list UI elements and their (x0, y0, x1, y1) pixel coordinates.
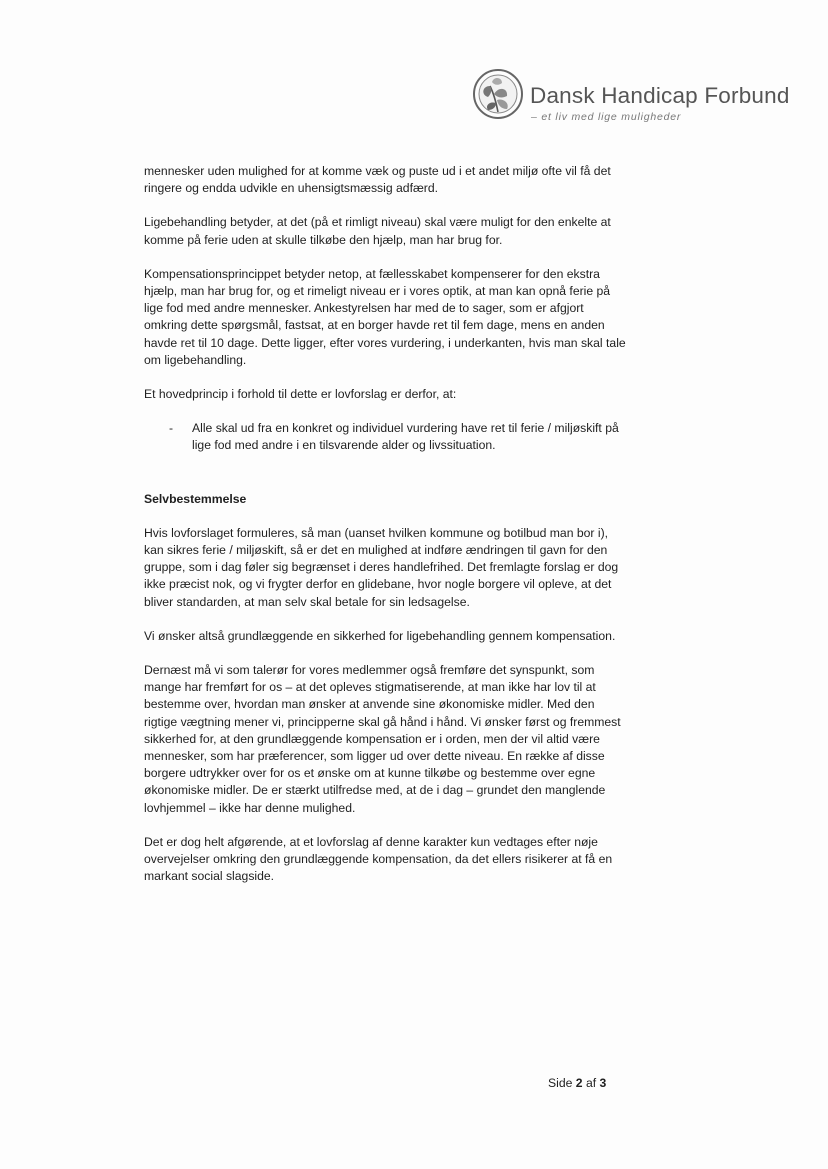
page-number (548, 1076, 606, 1090)
bullet-marker: - (169, 421, 174, 436)
bullet-item (144, 420, 630, 454)
leaf-logo-icon (472, 68, 524, 120)
paragraph: Hvis lovforslaget formuleres, så man (uanset hvilken kommune og botilbud man bor i), kan sikres ferie / miljøskift, så er det en mulighed at indføre ændringen til gavn for den gruppe, som i dag føler sig begrænset i deres handlefrihed. Det fremlagte forslag er dog ikke præcist nok, og vi frygter derfor en glidebane, hvor nogle borgere vil opleve, at det bliver standarden, at man selv skal betale for sin ledsagelse. (144, 525, 619, 609)
paragraph: Et hovedprincip i forhold til dette er lovforslag er derfor, at: (144, 387, 457, 402)
page-prefix: Side (548, 1076, 573, 1090)
page-total: 3 (599, 1076, 607, 1090)
paragraph: Ligebehandling betyder, at det (på et rimligt niveau) skal være muligt for den enkelte at komme på ferie uden at skulle tilkøbe den hjælp, man har brug for. (144, 215, 611, 247)
organization-logo (472, 68, 790, 132)
page-current: 2 (575, 1076, 583, 1090)
paragraph: Kompensationsprincippet betyder netop, at fællesskabet kompenserer for den ekstra hjælp, man har brug for, og et rimeligt niveau er i vores optik, at man kan opnå ferie på lige fod med andre mennesker. Ankestyrelsen har med de to sager, som er afgjort omkring dette spørgsmål, fastsat, at en borger havde ret til fem dage, mens en anden havde ret til 10 dage. Dette ligger, efter vores vurdering, i underkanten, hvis man skal tale om ligebehandling. (144, 266, 626, 367)
section-heading: Selvbestemmelse (144, 491, 247, 506)
paragraph: Dernæst må vi som talerør for vores medlemmer også fremføre det synspunkt, som mange har fremført for os – at det opleves stigmatiserende, at man ikke har lov til at bestemme over, hvordan man ønsker at anvende sine økonomiske midler. Med den rigtige vægtning mener vi, principperne skal gå hånd i hånd. Vi ønsker først og fremmest sikkerhed for, at den grundlæggende kompensation er i orden, men der vil altid være mennesker, som har præferencer, som ligger ud over dette niveau. En række af disse borgere udtrykker over for os et ønske om at kunne tilkøbe og bestemme over egne økonomiske midler. De er stærkt utilfredse med, at de i dag – grundet den manglende lovhjemmel – ikke har denne mulighed. (144, 663, 621, 815)
organization-tagline: – et liv med lige muligheder (531, 111, 682, 123)
page-of: af (585, 1076, 597, 1090)
paragraph: mennesker uden mulighed for at komme væk og puste ud i et andet miljø ofte vil få det ringere og endda udvikle en uhensigtsmæssig adfærd. (144, 164, 611, 196)
paragraph: Det er dog helt afgørende, at et lovforslag af denne karakter kun vedtages efter nøje overvejelser omkring den grundlæggende kompensation, da det ellers risikerer at få en markant social slagside. (144, 834, 613, 884)
paragraph: Vi ønsker altså grundlæggende en sikkerhed for ligebehandling gennem kompensation. (144, 628, 616, 643)
organization-name: Dansk Handicap Forbund (530, 83, 790, 108)
bullet-text: Alle skal ud fra en konkret og individuel vurdering have ret til ferie / miljøskift på lige fod med andre i en tilsvarende alder og livssituation. (192, 421, 619, 453)
document-body (144, 163, 630, 903)
